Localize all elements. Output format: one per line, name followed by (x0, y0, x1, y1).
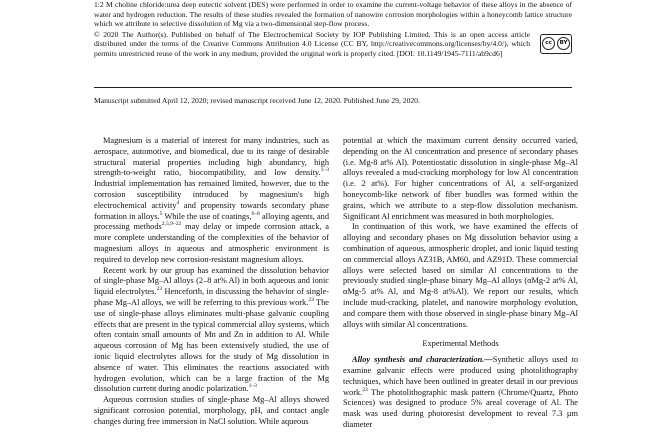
citation-ref[interactable]: 1–3 (320, 167, 329, 174)
creative-commons-icon (540, 34, 572, 54)
section-heading: Experimental Methods (422, 339, 499, 349)
intro-paragraph-2: Recent work by our group has examined the dissolution behavior of single-phase Mg–Al alloys (2–8 at% Al) in both aqueous and ionic liquid electrolytes.$^{23}$ Henceforth, in discussing the behavior of single-phase Mg–Al alloys, we will be referring to this previous work.$^{23}$ The use of single-phase alloys eliminates multi-phase galvanic coupling effects that are present in the typical commercial alloy systems, which often contain small amounts of Mn and Zn in addition to Al. While aqueous corrosion of Mg has been extensively studied, the use of ionic liquid electrolytes allows for the study of Mg dissolution in absence of water. This eliminates the reactions associated with hydrogen evolution, which can be a large fraction of the Mg dissolution current during anodic polarization.$^{1-3}$ (94, 265, 329, 394)
citation-ref[interactable]: 1–3 (248, 383, 257, 390)
intro-paragraph-3: Aqueous corrosion studies of single-phase Mg–Al alloys showed significant corrosion potential, morphology, pH, and contact angle changes during free immersion in NaCl solution. While aqueous (94, 395, 329, 426)
cc-badge-left: cc (542, 37, 555, 50)
citation-ref[interactable]: 5 (159, 210, 163, 217)
license-row (94, 30, 572, 59)
subsection-heading: Alloy synthesis and characterization.— (352, 355, 493, 365)
intro-paragraph-4: In continuation of this work, we have examined the effects of alloying and secondary phases on Mg dissolution behavior using a combination of aqueous, atmospheric droplet, and ionic liquid testing on commercial alloys AZ31B, AM60, and AZ91D. These commercial alloys were selected based on similar Al concentrations to the previously studied single-phase binary Mg–Al alloys (αMg-2 at% Al, αMg-5 at% Al, and Mg-8 at%Al). We report our results, which include mud-cracking, platelet, and nanowire morphology evolution, and compare them with those observed in single-phase binary Mg–Al alloys with similar Al concentrations. (343, 222, 578, 329)
cc-badge-right: BY (557, 37, 570, 50)
citation-ref[interactable]: 23 (362, 386, 368, 393)
header-divider (94, 87, 572, 88)
manuscript-dates: Manuscript submitted April 12, 2020; revised manuscript received June 12, 2020. Published June 29, 2020. (94, 96, 420, 105)
license-text: © 2020 The Author(s). Published on behalf of The Electrochemical Society by IOP Publishing Limited. This is an open access article distributed under the terms of the Creative Commons Attribution 4.0 License (CC BY, http://creativecommons.org/licenses/by/4.0/), which permits unrestricted reuse of the work in any medium, provided the original work is properly cited. [DOI: 10.1149/1945-7111/ab9cd6] (94, 29, 530, 58)
citation-ref[interactable]: 23 (156, 286, 163, 293)
right-column (343, 136, 578, 431)
abstract-text: 1:2 M choline chloride:urea deep eutectic solvent (DES) were performed in order to examine the current-voltage behavior of these alloys in the absence of water and hydrogen reduction. The results of these studies revealed the formation of nanowire corrosion morphologies within a honeycomb lattice structure which we attribute to selective dissolution of Mg via a two-dimensional step-flow process. (94, 0, 572, 29)
intro-paragraph-continued: potential at which the maximum current density occurred varied, depending on the Al concentration and presence of secondary phases (i.e. Mg-8 at% Al). Potentiostatic dissolution in single-phase Mg–Al alloys revealed a mud-cracking morphology for low Al concentration (i.e. 2 at%). For higher concentrations of Al, a self-organized honeycomb-like network of fiber bundles was formed within the grains, which we attribute to a step-flow dissolution mechanism. Significant Al enrichment was measured in both morphologies. (343, 136, 578, 221)
citation-ref[interactable]: 4 (176, 200, 180, 206)
intro-paragraph-1: Magnesium is a material of interest for many industries, such as aerospace, automotive, and biomedical, due to its range of desirable structural material properties including high abundancy, high strength-to-weight ratio, biocompatibility, and low density.$^{1-3}$ Industrial implementation has remained limited, however, due to the corrosion susceptibility introduced by magnesium's high electrochemical activity$^4$ and propensity towards secondary phase formation in alloys.$^5$ While the use of coatings,$^{6-8}$ alloying agents, and processing methods$^{2,5,9-22}$ may delay or impede corrosion attack, a more complete understanding of the complexities of the behavior of magnesium alloys in aqueous and atmospheric environment is required to develop new corrosion-resistant magnesium alloys. (94, 136, 330, 264)
left-column (94, 136, 329, 428)
citation-ref[interactable]: 6–8 (251, 210, 260, 217)
methods-paragraph-1: Alloy synthesis and characterization.—Synthetic alloys used to examine galvanic effects were produced using photolithography techniques, which have been outlined in greater detail in our previous work.$^{23}$ The photolithographic mask pattern (Chrome/Quartz, Photo Sciences) was designed to produce 5% areal coverage of Al. The mask was used during photoresist development to reveal 7.3 µm diameter (343, 355, 578, 429)
citation-ref[interactable]: 2,5,9–22 (161, 221, 182, 228)
abstract-block (94, 0, 572, 59)
citation-ref[interactable]: 23 (308, 297, 314, 304)
